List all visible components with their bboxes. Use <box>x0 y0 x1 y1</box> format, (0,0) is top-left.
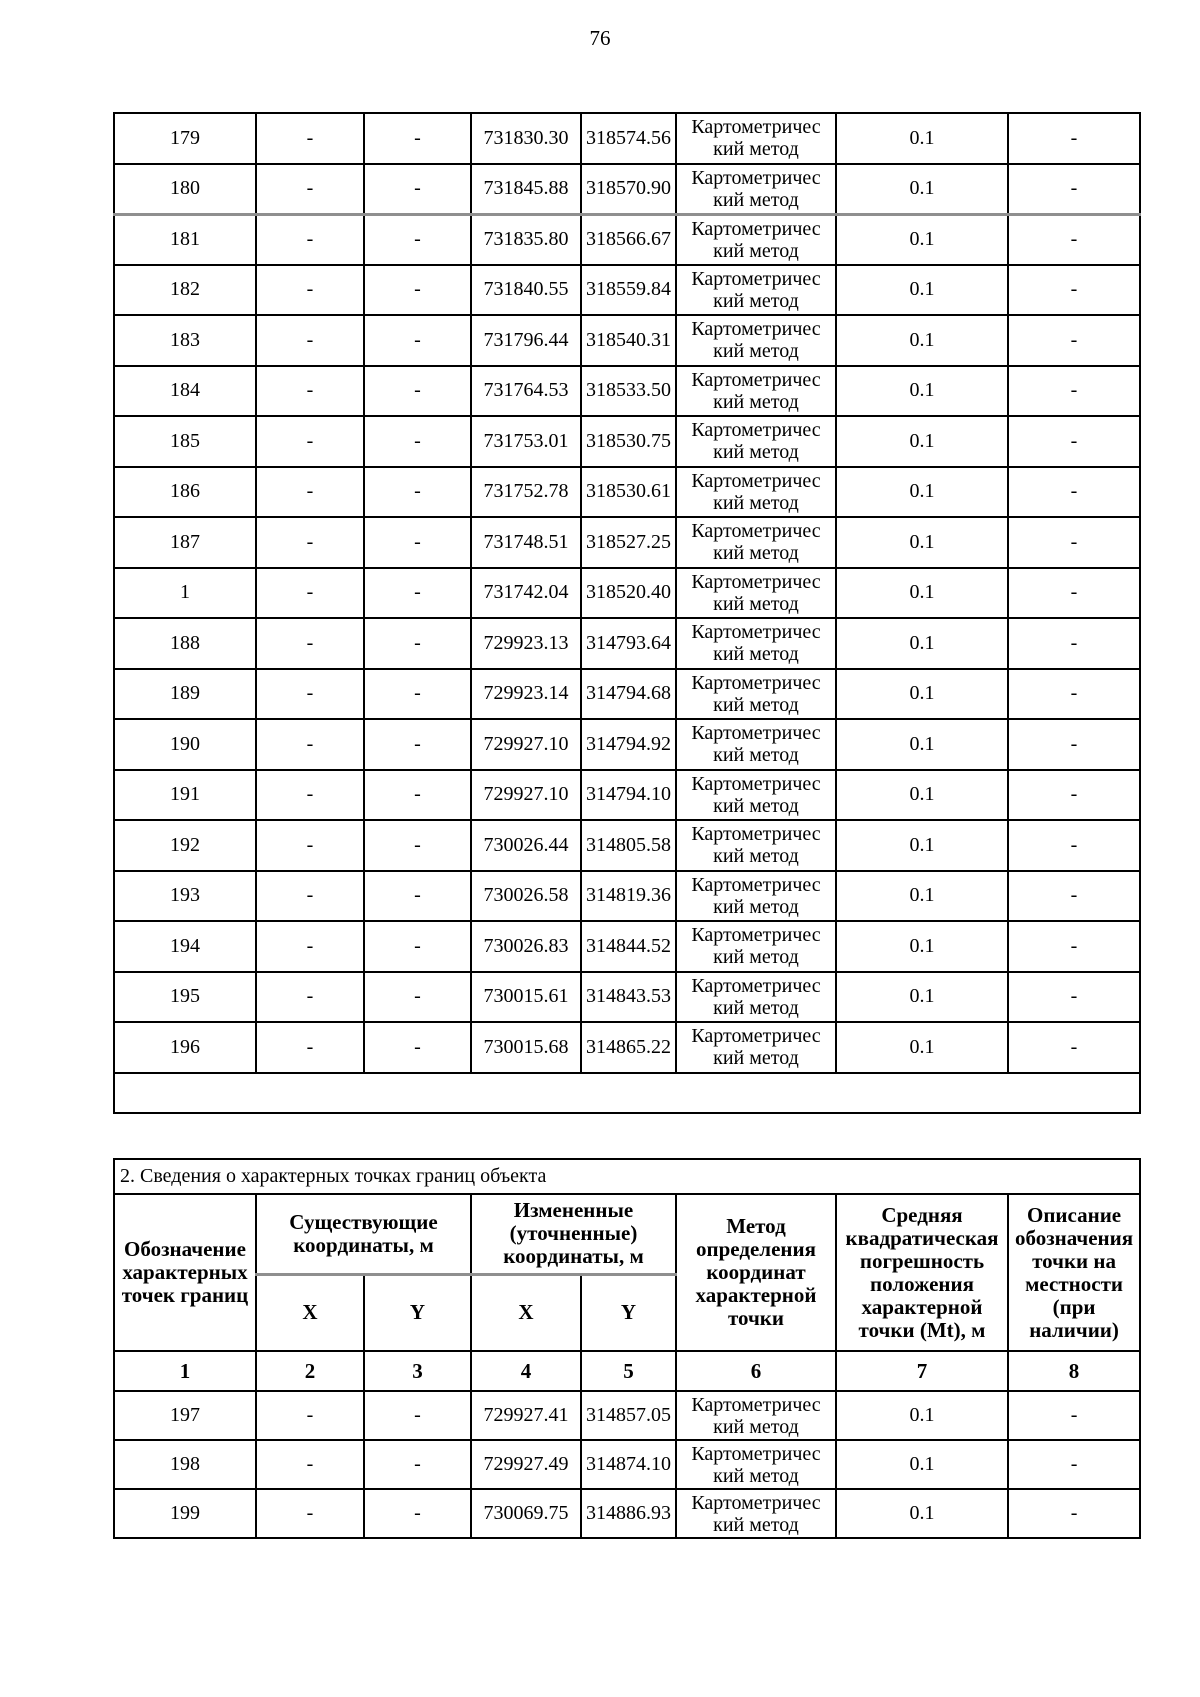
method-cell <box>676 265 836 316</box>
existing-x-cell: - <box>256 568 364 619</box>
existing-x-cell: - <box>256 618 364 669</box>
point-number-cell: 180 <box>114 164 256 215</box>
existing-x-cell: - <box>256 214 364 265</box>
method-line-1: Картометричес <box>691 116 821 139</box>
updated-x-cell: 730015.61 <box>471 972 581 1023</box>
method-cell <box>676 1440 836 1489</box>
header-designation: Обозначение характерных точек границ <box>114 1194 256 1351</box>
method-line-1: Картометричес <box>691 722 821 745</box>
method-line-2: кий метод <box>713 946 799 969</box>
updated-x-cell: 731753.01 <box>471 416 581 467</box>
description-cell: - <box>1008 1489 1140 1538</box>
point-number-cell: 188 <box>114 618 256 669</box>
updated-x-cell: 729927.10 <box>471 770 581 821</box>
method-cell <box>676 1391 836 1440</box>
point-number-cell: 182 <box>114 265 256 316</box>
point-number-cell: 197 <box>114 1391 256 1440</box>
description-cell: - <box>1008 416 1140 467</box>
existing-y-cell: - <box>364 1022 471 1073</box>
description-cell: - <box>1008 1022 1140 1073</box>
description-cell: - <box>1008 770 1140 821</box>
updated-x-cell: 730026.83 <box>471 921 581 972</box>
method-line-1: Картометричес <box>691 166 821 189</box>
method-line-2: кий метод <box>713 1513 799 1536</box>
table-row <box>114 972 1140 1023</box>
table-row <box>114 164 1140 215</box>
method-line-2: кий метод <box>713 390 799 413</box>
existing-y-cell: - <box>364 113 471 164</box>
method-cell <box>676 568 836 619</box>
description-cell: - <box>1008 618 1140 669</box>
empty-cell <box>114 1073 1140 1113</box>
table-row <box>114 1022 1140 1073</box>
updated-x-cell: 730026.58 <box>471 871 581 922</box>
mt-error-cell: 0.1 <box>836 1022 1008 1073</box>
updated-y-cell: 318527.25 <box>581 517 676 568</box>
point-number-cell: 193 <box>114 871 256 922</box>
method-cell <box>676 871 836 922</box>
existing-y-cell: - <box>364 366 471 417</box>
description-cell: - <box>1008 214 1140 265</box>
mt-error-cell: 0.1 <box>836 366 1008 417</box>
updated-y-cell: 314857.05 <box>581 1391 676 1440</box>
column-number: 3 <box>364 1351 471 1391</box>
existing-x-cell: - <box>256 315 364 366</box>
method-line-2: кий метод <box>713 340 799 363</box>
updated-y-cell: 314794.10 <box>581 770 676 821</box>
mt-error-cell: 0.1 <box>836 618 1008 669</box>
updated-x-cell: 729927.49 <box>471 1440 581 1489</box>
section-title-row <box>114 1159 1140 1194</box>
updated-x-cell: 731830.30 <box>471 113 581 164</box>
mt-error-cell: 0.1 <box>836 1391 1008 1440</box>
method-line-2: кий метод <box>713 542 799 565</box>
updated-x-cell: 729927.41 <box>471 1391 581 1440</box>
method-line-2: кий метод <box>713 491 799 514</box>
existing-x-cell: - <box>256 467 364 518</box>
method-cell <box>676 770 836 821</box>
description-cell: - <box>1008 568 1140 619</box>
updated-y-cell: 314843.53 <box>581 972 676 1023</box>
updated-y-cell: 314805.58 <box>581 820 676 871</box>
point-number-cell: 199 <box>114 1489 256 1538</box>
mt-error-cell: 0.1 <box>836 871 1008 922</box>
updated-y-cell: 318566.67 <box>581 214 676 265</box>
existing-x-cell: - <box>256 366 364 417</box>
updated-x-cell: 731748.51 <box>471 517 581 568</box>
existing-x-cell: - <box>256 416 364 467</box>
method-line-1: Картометричес <box>691 621 821 644</box>
table-row <box>114 517 1140 568</box>
mt-error-cell: 0.1 <box>836 1440 1008 1489</box>
mt-error-cell: 0.1 <box>836 719 1008 770</box>
method-line-1: Картометричес <box>691 368 821 391</box>
method-cell <box>676 366 836 417</box>
method-line-2: кий метод <box>713 289 799 312</box>
mt-error-cell: 0.1 <box>836 1489 1008 1538</box>
existing-x-cell: - <box>256 265 364 316</box>
coordinates-table-continuation <box>113 112 1141 1114</box>
existing-y-cell: - <box>364 467 471 518</box>
updated-x-cell: 729923.13 <box>471 618 581 669</box>
method-cell <box>676 669 836 720</box>
existing-x-cell: - <box>256 1391 364 1440</box>
method-line-1: Картометричес <box>691 217 821 240</box>
existing-y-cell: - <box>364 972 471 1023</box>
column-number: 1 <box>114 1351 256 1391</box>
method-cell <box>676 416 836 467</box>
updated-y-cell: 318520.40 <box>581 568 676 619</box>
method-line-1: Картометричес <box>691 267 821 290</box>
updated-y-cell: 318559.84 <box>581 265 676 316</box>
table-row <box>114 1440 1140 1489</box>
method-cell <box>676 1489 836 1538</box>
table-row <box>114 214 1140 265</box>
existing-x-cell: - <box>256 820 364 871</box>
method-line-1: Картометричес <box>691 1442 821 1465</box>
table-row <box>114 366 1140 417</box>
updated-x-cell: 730069.75 <box>471 1489 581 1538</box>
existing-y-cell: - <box>364 618 471 669</box>
description-cell: - <box>1008 366 1140 417</box>
method-line-1: Картометричес <box>691 520 821 543</box>
method-line-2: кий метод <box>713 794 799 817</box>
existing-x-cell: - <box>256 871 364 922</box>
point-number-cell: 179 <box>114 113 256 164</box>
page-number: 76 <box>589 26 611 50</box>
existing-y-cell: - <box>364 719 471 770</box>
existing-y-cell: - <box>364 517 471 568</box>
point-number-cell: 189 <box>114 669 256 720</box>
mt-error-cell: 0.1 <box>836 770 1008 821</box>
updated-x-cell: 731835.80 <box>471 214 581 265</box>
table-row <box>114 1391 1140 1440</box>
method-line-1: Картометричес <box>691 419 821 442</box>
updated-x-cell: 731845.88 <box>471 164 581 215</box>
point-number-cell: 184 <box>114 366 256 417</box>
table-row <box>114 618 1140 669</box>
column-number: 2 <box>256 1351 364 1391</box>
column-numbers-row <box>114 1351 1140 1391</box>
table-row <box>114 315 1140 366</box>
updated-x-cell: 731840.55 <box>471 265 581 316</box>
point-number-cell: 194 <box>114 921 256 972</box>
column-number: 6 <box>676 1351 836 1391</box>
existing-y-cell: - <box>364 1440 471 1489</box>
method-line-2: кий метод <box>713 1047 799 1070</box>
existing-y-cell: - <box>364 669 471 720</box>
empty-row <box>114 1073 1140 1113</box>
point-number-cell: 190 <box>114 719 256 770</box>
updated-y-cell: 314794.68 <box>581 669 676 720</box>
method-line-2: кий метод <box>713 138 799 161</box>
table-row <box>114 770 1140 821</box>
method-cell <box>676 113 836 164</box>
method-cell <box>676 467 836 518</box>
existing-x-cell: - <box>256 770 364 821</box>
updated-x-cell: 730015.68 <box>471 1022 581 1073</box>
mt-error-cell: 0.1 <box>836 265 1008 316</box>
existing-x-cell: - <box>256 1440 364 1489</box>
description-cell: - <box>1008 972 1140 1023</box>
mt-error-cell: 0.1 <box>836 517 1008 568</box>
method-cell <box>676 820 836 871</box>
point-number-cell: 185 <box>114 416 256 467</box>
updated-x-cell: 729927.10 <box>471 719 581 770</box>
existing-y-cell: - <box>364 568 471 619</box>
existing-y-cell: - <box>364 871 471 922</box>
mt-error-cell: 0.1 <box>836 113 1008 164</box>
point-number-cell: 187 <box>114 517 256 568</box>
table-row <box>114 416 1140 467</box>
method-line-2: кий метод <box>713 188 799 211</box>
existing-y-cell: - <box>364 1489 471 1538</box>
existing-x-cell: - <box>256 921 364 972</box>
updated-y-cell: 318540.31 <box>581 315 676 366</box>
updated-y-cell: 318570.90 <box>581 164 676 215</box>
method-line-2: кий метод <box>713 744 799 767</box>
mt-error-cell: 0.1 <box>836 568 1008 619</box>
existing-x-cell: - <box>256 1489 364 1538</box>
mt-error-cell: 0.1 <box>836 467 1008 518</box>
header-mt-error: Средняя квадратическая погрешность положения характерной точки (Mt), м <box>836 1194 1008 1351</box>
description-cell: - <box>1008 467 1140 518</box>
existing-x-cell: - <box>256 1022 364 1073</box>
existing-x-cell: - <box>256 972 364 1023</box>
method-line-1: Картометричес <box>691 1393 821 1416</box>
updated-y-cell: 318533.50 <box>581 366 676 417</box>
header-method: Метод определения координат характерной точки <box>676 1194 836 1351</box>
method-line-1: Картометричес <box>691 823 821 846</box>
method-line-2: кий метод <box>713 592 799 615</box>
method-line-1: Картометричес <box>691 1491 821 1514</box>
point-number-cell: 1 <box>114 568 256 619</box>
table-row <box>114 568 1140 619</box>
point-number-cell: 191 <box>114 770 256 821</box>
description-cell: - <box>1008 820 1140 871</box>
method-line-1: Картометричес <box>691 671 821 694</box>
point-number-cell: 186 <box>114 467 256 518</box>
boundary-points-table <box>113 1158 1141 1539</box>
existing-y-cell: - <box>364 921 471 972</box>
table-row <box>114 820 1140 871</box>
method-cell <box>676 214 836 265</box>
existing-y-cell: - <box>364 416 471 467</box>
mt-error-cell: 0.1 <box>836 972 1008 1023</box>
method-line-2: кий метод <box>713 1415 799 1438</box>
point-number-cell: 183 <box>114 315 256 366</box>
description-cell: - <box>1008 265 1140 316</box>
updated-x-cell: 731752.78 <box>471 467 581 518</box>
existing-x-cell: - <box>256 113 364 164</box>
point-number-cell: 198 <box>114 1440 256 1489</box>
method-line-1: Картометричес <box>691 1025 821 1048</box>
updated-x-cell: 730026.44 <box>471 820 581 871</box>
method-cell <box>676 618 836 669</box>
table-row <box>114 871 1140 922</box>
method-cell <box>676 1022 836 1073</box>
header-changed-y: Y <box>581 1274 676 1351</box>
mt-error-cell: 0.1 <box>836 416 1008 467</box>
method-cell <box>676 164 836 215</box>
column-number: 4 <box>471 1351 581 1391</box>
method-line-2: кий метод <box>713 643 799 666</box>
method-cell <box>676 719 836 770</box>
description-cell: - <box>1008 1440 1140 1489</box>
method-line-1: Картометричес <box>691 469 821 492</box>
description-cell: - <box>1008 315 1140 366</box>
column-number: 8 <box>1008 1351 1140 1391</box>
description-cell: - <box>1008 1391 1140 1440</box>
method-line-1: Картометричес <box>691 772 821 795</box>
description-cell: - <box>1008 113 1140 164</box>
column-number: 7 <box>836 1351 1008 1391</box>
method-line-2: кий метод <box>713 996 799 1019</box>
description-cell: - <box>1008 517 1140 568</box>
updated-y-cell: 314865.22 <box>581 1022 676 1073</box>
method-line-2: кий метод <box>713 693 799 716</box>
existing-x-cell: - <box>256 164 364 215</box>
method-line-2: кий метод <box>713 441 799 464</box>
table-row <box>114 1489 1140 1538</box>
method-line-2: кий метод <box>713 845 799 868</box>
description-cell: - <box>1008 921 1140 972</box>
header-existing-coordinates: Существующие координаты, м <box>256 1194 471 1274</box>
updated-x-cell: 731742.04 <box>471 568 581 619</box>
mt-error-cell: 0.1 <box>836 164 1008 215</box>
method-line-2: кий метод <box>713 239 799 262</box>
mt-error-cell: 0.1 <box>836 214 1008 265</box>
existing-y-cell: - <box>364 164 471 215</box>
description-cell: - <box>1008 871 1140 922</box>
description-cell: - <box>1008 719 1140 770</box>
description-cell: - <box>1008 669 1140 720</box>
method-cell <box>676 921 836 972</box>
point-number-cell: 181 <box>114 214 256 265</box>
point-number-cell: 195 <box>114 972 256 1023</box>
updated-x-cell: 731796.44 <box>471 315 581 366</box>
mt-error-cell: 0.1 <box>836 921 1008 972</box>
method-line-1: Картометричес <box>691 570 821 593</box>
mt-error-cell: 0.1 <box>836 315 1008 366</box>
existing-y-cell: - <box>364 265 471 316</box>
header-row-groups <box>114 1194 1140 1274</box>
updated-y-cell: 318530.75 <box>581 416 676 467</box>
existing-y-cell: - <box>364 820 471 871</box>
table-row <box>114 719 1140 770</box>
method-line-2: кий метод <box>713 895 799 918</box>
method-cell <box>676 972 836 1023</box>
description-cell: - <box>1008 164 1140 215</box>
point-number-cell: 192 <box>114 820 256 871</box>
updated-y-cell: 314819.36 <box>581 871 676 922</box>
updated-y-cell: 314793.64 <box>581 618 676 669</box>
header-description: Описание обозначения точки на местности (при наличии) <box>1008 1194 1140 1351</box>
updated-y-cell: 314886.93 <box>581 1489 676 1538</box>
existing-x-cell: - <box>256 669 364 720</box>
method-line-1: Картометричес <box>691 873 821 896</box>
table-row <box>114 921 1140 972</box>
table-row <box>114 467 1140 518</box>
mt-error-cell: 0.1 <box>836 669 1008 720</box>
header-existing-y: Y <box>364 1274 471 1351</box>
table-row <box>114 265 1140 316</box>
table2-rows <box>114 1391 1140 1538</box>
existing-y-cell: - <box>364 315 471 366</box>
existing-y-cell: - <box>364 770 471 821</box>
header-existing-x: X <box>256 1274 364 1351</box>
existing-y-cell: - <box>364 1391 471 1440</box>
column-number: 5 <box>581 1351 676 1391</box>
table-row <box>114 669 1140 720</box>
section-title: 2. Сведения о характерных точках границ объекта <box>114 1159 1140 1194</box>
point-number-cell: 196 <box>114 1022 256 1073</box>
updated-x-cell: 729923.14 <box>471 669 581 720</box>
method-line-1: Картометричес <box>691 318 821 341</box>
updated-y-cell: 314794.92 <box>581 719 676 770</box>
method-cell <box>676 517 836 568</box>
method-line-1: Картометричес <box>691 974 821 997</box>
method-line-2: кий метод <box>713 1464 799 1487</box>
updated-x-cell: 731764.53 <box>471 366 581 417</box>
existing-y-cell: - <box>364 214 471 265</box>
method-line-1: Картометричес <box>691 924 821 947</box>
updated-y-cell: 314874.10 <box>581 1440 676 1489</box>
method-cell <box>676 315 836 366</box>
updated-y-cell: 318574.56 <box>581 113 676 164</box>
table-row <box>114 113 1140 164</box>
header-changed-coordinates: Измененные (уточненные) координаты, м <box>471 1194 676 1274</box>
table1-rows <box>114 113 1140 1073</box>
mt-error-cell: 0.1 <box>836 820 1008 871</box>
updated-y-cell: 318530.61 <box>581 467 676 518</box>
updated-y-cell: 314844.52 <box>581 921 676 972</box>
header-changed-x: X <box>471 1274 581 1351</box>
existing-x-cell: - <box>256 719 364 770</box>
existing-x-cell: - <box>256 517 364 568</box>
